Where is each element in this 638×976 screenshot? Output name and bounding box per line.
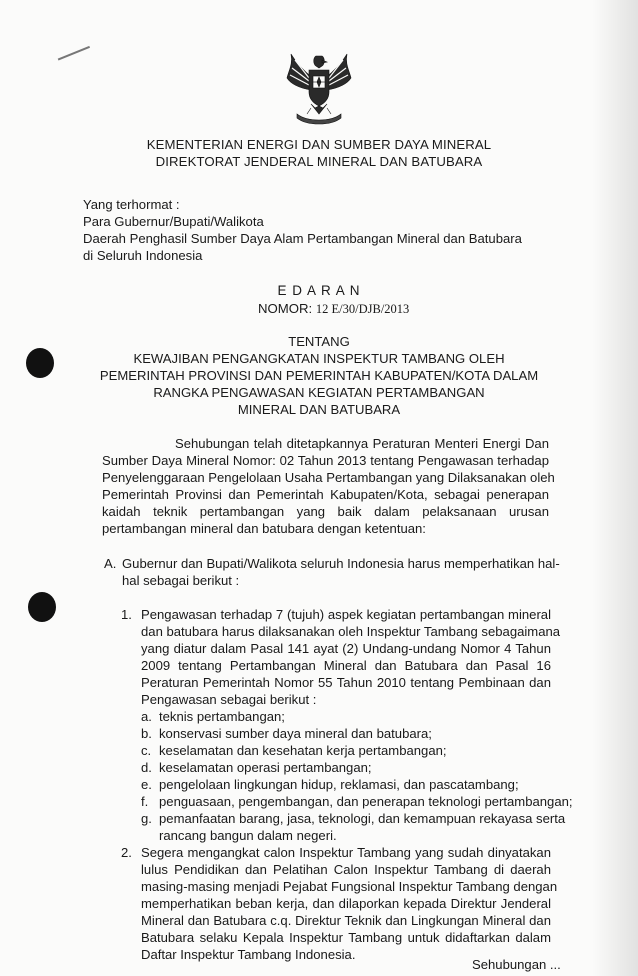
intro-line: Sumber Daya Mineral Nomor: 02 Tahun 2013 tentang Pengawasan terhadap <box>102 453 549 468</box>
item1-line: Peraturan Pemerintah Nomor 55 Tahun 2010 tentang Pembinaan dan <box>141 675 551 690</box>
subitem-text: pengelolaan lingkungan hidup, reklamasi, dan pascatambang; <box>159 777 519 792</box>
subitem-text: konservasi sumber daya mineral dan batubara; <box>159 726 432 741</box>
item1-line: dan batubara harus dilaksanakan oleh Inspektur Tambang sebagaimana <box>141 624 561 639</box>
intro-line: pertambangan mineral dan batubara dengan ketentuan: <box>102 521 426 536</box>
subject-label: TENTANG <box>288 334 350 349</box>
addressee-line: di Seluruh Indonesia <box>83 248 203 263</box>
subitem-g <box>141 810 565 828</box>
subitem-label: e. <box>141 777 152 792</box>
subject-line: PEMERINTAH PROVINSI DAN PEMERINTAH KABUPATEN/KOTA DALAM <box>99 368 539 383</box>
subitem-text: pemanfaatan barang, jasa, teknologi, dan kemampuan rekayasa serta <box>159 811 566 826</box>
intro-line: Pemerintah Provinsi dan Pemerintah Kabupaten/Kota, sebagai penerapan <box>102 487 549 502</box>
section-a-label: A. <box>104 556 117 571</box>
item2-line: Daftar Inspektur Tambang Indonesia. <box>141 947 356 962</box>
intro-line: Sehubungan telah ditetapkannya Peraturan Menteri Energi Dan <box>175 436 549 451</box>
item-number: 1. <box>121 607 132 622</box>
salutation: Yang terhormat : <box>83 197 180 212</box>
circular-title: E D A R A N <box>277 283 361 298</box>
section-a-line: Gubernur dan Bupati/Walikota seluruh Indonesia harus memperhatikan hal- <box>122 556 560 571</box>
item2-line: Mineral dan Batubara c.q. Direktur Teknik dan Lingkungan Mineral dan <box>141 913 551 928</box>
subitem-label: a. <box>141 709 152 724</box>
intro-line: kaidah teknik pertambangan yang baik dalam pelaksanaan urusan <box>102 504 549 519</box>
subitem-label: f. <box>141 794 149 809</box>
subitem-c <box>141 742 447 760</box>
garuda-emblem-icon <box>283 48 355 126</box>
ministry-name: KEMENTERIAN ENERGI DAN SUMBER DAYA MINERAL <box>146 137 492 152</box>
subitem-g-cont: rancang bangun dalam negeri. <box>159 828 337 843</box>
subitem-f <box>141 793 573 811</box>
subitem-label: g. <box>141 811 152 826</box>
subitem-a <box>141 708 285 726</box>
item2-line: Segera mengangkat calon Inspektur Tambang yang sudah dinyatakan <box>141 845 551 860</box>
punch-hole <box>28 592 56 622</box>
circular-number <box>258 301 409 317</box>
item2-line: lulus Pendidikan dan Pelatihan Calon Inspektur Tambang di daerah <box>141 862 551 877</box>
section-a-line: hal sebagai berikut : <box>122 573 240 588</box>
number-value: 12 E/30/DJB/2013 <box>315 302 410 316</box>
subitem-e <box>141 776 519 794</box>
item1-line: Pengawasan terhadap 7 (tujuh) aspek kegiatan pertambangan mineral <box>141 607 551 622</box>
subitem-d <box>141 759 372 777</box>
continuation-note: Sehubungan ... <box>472 957 561 972</box>
item1-line: yang diatur dalam Pasal 141 ayat (2) Undang-undang Nomor 4 Tahun <box>141 641 551 656</box>
number-label: NOMOR: <box>258 301 313 316</box>
subitem-b <box>141 725 432 743</box>
subject-line: KEWAJIBAN PENGANGKATAN INSPEKTUR TAMBANG OLEH <box>133 351 505 366</box>
item1-line: 2009 tentang Pertambangan Mineral dan Batubara dan Pasal 16 <box>141 658 551 673</box>
subitem-label: d. <box>141 760 152 775</box>
subject-line: RANGKA PENGAWASAN KEGIATAN PERTAMBANGAN <box>153 385 485 400</box>
subitem-text: penguasaan, pengembangan, dan penerapan teknologi pertambangan; <box>159 794 573 809</box>
addressee-line: Para Gubernur/Bupati/Walikota <box>83 214 264 229</box>
subitem-label: c. <box>141 743 152 758</box>
subject-line: MINERAL DAN BATUBARA <box>237 402 401 417</box>
subitem-text: keselamatan operasi pertambangan; <box>159 760 372 775</box>
addressee-line: Daerah Penghasil Sumber Daya Alam Pertambangan Mineral dan Batubara <box>83 231 522 246</box>
subitem-text: teknis pertambangan; <box>159 709 285 724</box>
directorate-name: DIREKTORAT JENDERAL MINERAL DAN BATUBARA <box>155 154 483 169</box>
scan-mark <box>58 46 93 66</box>
subitem-text: keselamatan dan kesehatan kerja pertambangan; <box>159 743 447 758</box>
item1-line: Pengawasan sebagai berikut : <box>141 692 317 707</box>
item-number: 2. <box>121 845 132 860</box>
item2-line: masing-masing menjadi Pejabat Fungsional Inspektur Tambang dengan <box>141 879 558 894</box>
subitem-label: b. <box>141 726 152 741</box>
item2-line: Batubara selaku Kepala Inspektur Tambang untuk didaftarkan dalam <box>141 930 551 945</box>
intro-line: Penyelenggaraan Pengelolaan Usaha Pertambangan yang Dilaksanakan oleh <box>102 470 555 485</box>
item2-line: memperhatikan beban kerja, dan dilaporkan kepada Direktur Jenderal <box>141 896 551 911</box>
